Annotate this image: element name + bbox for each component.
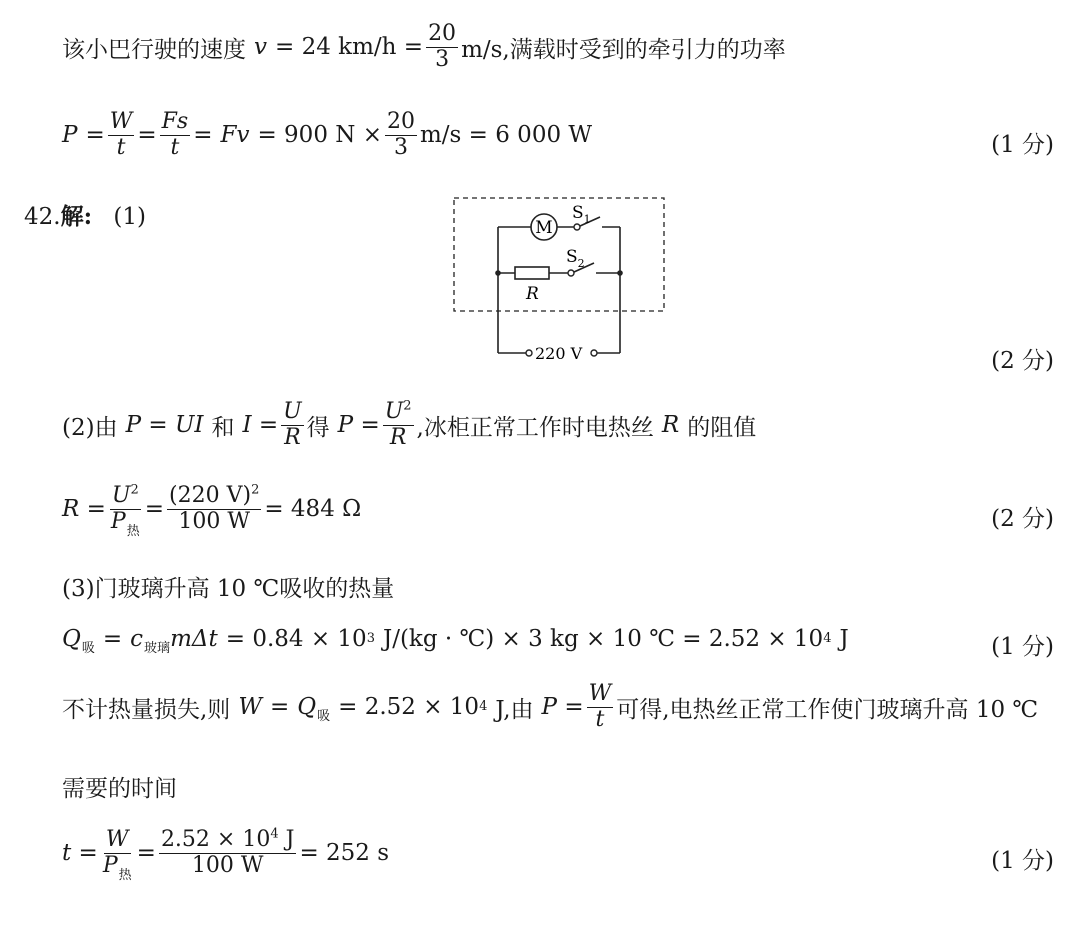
appliance-boundary bbox=[454, 198, 664, 311]
s1-contact bbox=[574, 224, 580, 230]
twenty-thirds: $\frac{20}{3}$ bbox=[386, 109, 415, 160]
resistor-label: R bbox=[526, 284, 539, 304]
resistor-symbol bbox=[515, 267, 549, 279]
power-formula: P = $\frac{W}{t}$ = $\frac{Fs}{t}$ = Fv = 900 N × $\frac{20}{3}$ m/s = 6 000 W bbox=[62, 109, 593, 160]
u2-over-p: $\frac{U^2}{P_热}$ bbox=[110, 482, 140, 539]
w-over-t-2: $\frac{W}{t}$ bbox=[588, 681, 612, 732]
energy-line: 不计热量损失,则 W = Q 吸 = 2.52 × 10 4 J,由 P = $\frac{W}{t}$ 可得,电热丝正常工作使门玻璃升高 10 ℃ bbox=[62, 681, 1039, 732]
resistance-formula: R = $\frac{U^2}{P_热}$ = $\frac{(220 V)^2}{100 W}$ = 484 Ω bbox=[62, 482, 362, 539]
score-4: (1 分) bbox=[991, 634, 1054, 660]
speed-symbol: v bbox=[254, 34, 267, 61]
energy-over-power: $\frac{2.52 \times 10^4 J}{100 W}$ bbox=[160, 826, 295, 878]
s2-contact bbox=[568, 270, 574, 276]
motor-label: M bbox=[535, 218, 553, 238]
fs-over-t: $\frac{Fs}{t}$ bbox=[161, 109, 189, 160]
part2-intro: (2)由 P = UI 和 I = $\frac{U}{R}$ 得 P = $\frac{U^2}{R}$ ,冰柜正常工作时电热丝 R 的阻值 bbox=[62, 398, 757, 450]
voltage-over-power: $\frac{(220 V)^2}{100 W}$ bbox=[169, 482, 260, 534]
question-42: 42.解: (1) bbox=[24, 203, 146, 230]
s1-label: $S_1$ bbox=[572, 203, 591, 226]
speed-line bbox=[62, 22, 786, 72]
circuit-diagram bbox=[452, 196, 668, 368]
supply-label: 220 V bbox=[535, 344, 583, 363]
u2-over-r: $\frac{U^2}{R}$ bbox=[384, 398, 412, 450]
time-formula: t = $\frac{W}{P_热}$ = $\frac{2.52 \times 10^4 J}{100 W}$ = 252 s bbox=[62, 826, 390, 883]
score-3: (2 分) bbox=[991, 506, 1054, 532]
s2-label: $S_2$ bbox=[566, 247, 585, 270]
score-2: (2 分) bbox=[991, 348, 1054, 374]
score-1: (1 分) bbox=[991, 132, 1054, 158]
speed-fraction: $\frac{20}{3}$ bbox=[428, 21, 457, 72]
part3-intro: (3)门玻璃升高 10 ℃吸收的热量 bbox=[62, 576, 395, 602]
u-over-r: $\frac{U}{R}$ bbox=[283, 399, 302, 450]
score-5: (1 分) bbox=[991, 848, 1054, 874]
w-over-t: $\frac{W}{t}$ bbox=[109, 109, 133, 160]
time-intro: 需要的时间 bbox=[62, 776, 177, 802]
speed-value: = 24 km/h = bbox=[275, 34, 424, 61]
heat-formula: Q 吸 = c 玻璃 mΔt = 0.84 × 10 3 J/(kg · ℃) × 3 kg × 10 ℃ = 2.52 × 10 4 J bbox=[62, 626, 849, 656]
w-over-p: $\frac{W}{P_热}$ bbox=[102, 827, 132, 883]
speed-text: 该小巴行驶的速度 bbox=[62, 36, 246, 63]
speed-tail: m/s,满载时受到的牵引力的功率 bbox=[461, 36, 786, 63]
